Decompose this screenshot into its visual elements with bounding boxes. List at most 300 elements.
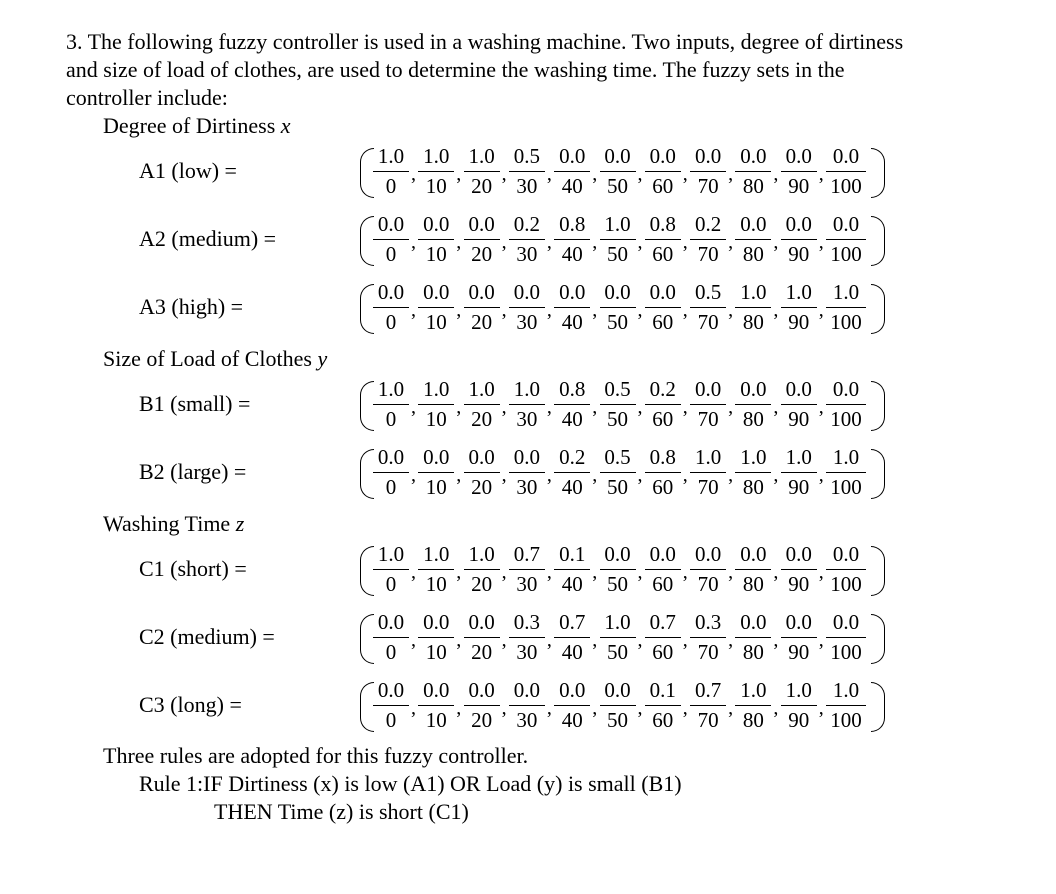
membership-degree: 1.0 — [740, 280, 767, 304]
fraction-bar — [645, 404, 681, 405]
membership-fraction — [372, 282, 410, 334]
separator-comma: , — [682, 163, 688, 185]
membership-degree: 0.8 — [649, 445, 676, 469]
universe-element: 50 — [607, 174, 628, 198]
membership-degree: 1.0 — [604, 610, 631, 634]
fraction-bar — [373, 171, 409, 172]
fraction-bar — [554, 307, 590, 308]
membership-degree: 0.0 — [377, 445, 405, 469]
membership-degree: 0.7 — [649, 610, 676, 634]
membership-fraction — [689, 612, 727, 664]
membership-fraction — [508, 612, 546, 664]
universe-element: 100 — [830, 708, 862, 732]
membership-fraction — [825, 544, 867, 596]
separator-comma: , — [592, 697, 598, 719]
fraction-bar — [373, 637, 409, 638]
separator-comma: , — [728, 629, 734, 651]
membership-fraction — [734, 544, 772, 596]
membership-fraction — [780, 146, 818, 198]
fraction-bar — [600, 171, 636, 172]
fraction-bar — [418, 307, 454, 308]
membership-degree: 0.0 — [740, 377, 767, 401]
fraction-bar — [464, 404, 500, 405]
universe-element: 0 — [385, 640, 397, 664]
membership-degree: 1.0 — [832, 678, 860, 702]
membership-degree: 1.0 — [832, 280, 860, 304]
membership-degree: 1.0 — [694, 445, 722, 469]
universe-element: 20 — [471, 640, 493, 664]
separator-comma: , — [456, 299, 462, 321]
separator-comma: , — [818, 464, 824, 486]
universe-element: 100 — [830, 242, 862, 266]
fraction-bar — [600, 705, 636, 706]
membership-degree: 0.0 — [785, 212, 812, 236]
membership-degree: 0.7 — [694, 678, 722, 702]
membership-fraction — [599, 447, 637, 499]
fuzzy-set-a1 — [360, 146, 885, 206]
fraction-bar — [373, 472, 409, 473]
universe-element: 20 — [471, 174, 493, 198]
separator-comma: , — [501, 231, 507, 253]
membership-fraction — [417, 214, 455, 266]
fraction-bar — [554, 472, 590, 473]
group-title-load: Size of Load of Clothes y — [103, 346, 328, 371]
membership-fraction — [463, 379, 501, 431]
membership-fraction — [417, 447, 455, 499]
fraction-bar — [509, 404, 545, 405]
fraction-bar — [600, 307, 636, 308]
separator-comma: , — [411, 697, 416, 719]
variable-z: z — [235, 511, 245, 536]
membership-fraction — [689, 544, 727, 596]
membership-fraction — [644, 379, 682, 431]
separator-comma: , — [728, 163, 734, 185]
universe-element: 0 — [385, 310, 397, 334]
universe-element: 10 — [425, 475, 447, 499]
universe-element: 90 — [788, 475, 810, 499]
fraction-bar — [690, 705, 726, 706]
membership-fraction — [372, 379, 410, 431]
fraction-bar — [554, 239, 590, 240]
universe-element: 40 — [561, 407, 583, 431]
universe-element: 100 — [830, 174, 862, 198]
fraction-bar — [781, 239, 817, 240]
separator-comma: , — [773, 163, 779, 185]
membership-degree: 0.0 — [377, 212, 405, 236]
right-bracket — [871, 216, 885, 266]
separator-comma: , — [411, 231, 416, 253]
universe-element: 10 — [425, 242, 447, 266]
universe-element: 70 — [697, 708, 719, 732]
universe-element: 40 — [561, 242, 583, 266]
separator-comma: , — [773, 629, 779, 651]
fraction-bar — [509, 239, 545, 240]
membership-degree: 0.0 — [423, 445, 450, 469]
membership-fraction — [372, 544, 410, 596]
membership-degree: 0.0 — [559, 280, 586, 304]
membership-fraction — [372, 612, 410, 664]
universe-element: 70 — [697, 640, 719, 664]
membership-degree: 0.0 — [785, 610, 812, 634]
separator-comma: , — [682, 396, 688, 418]
right-bracket — [871, 148, 885, 198]
universe-element: 60 — [652, 572, 674, 596]
membership-fraction — [780, 680, 818, 732]
membership-degree: 0.0 — [423, 280, 450, 304]
separator-comma: , — [411, 629, 416, 651]
membership-degree: 0.3 — [513, 610, 541, 634]
membership-fraction — [553, 146, 591, 198]
universe-element: 50 — [607, 407, 628, 431]
fraction-bar — [735, 472, 771, 473]
membership-fraction — [599, 680, 637, 732]
universe-element: 30 — [516, 174, 538, 198]
universe-element: 60 — [652, 640, 674, 664]
fraction-bar — [735, 569, 771, 570]
membership-degree: 1.0 — [740, 445, 767, 469]
separator-comma: , — [501, 163, 507, 185]
universe-element: 50 — [607, 310, 628, 334]
membership-degree: 0.0 — [468, 280, 495, 304]
separator-comma: , — [411, 299, 416, 321]
variable-x: x — [280, 113, 291, 138]
membership-fraction — [734, 146, 772, 198]
set-label-c1: C1 (short) = — [139, 556, 247, 581]
membership-fraction — [463, 612, 501, 664]
membership-degree: 0.3 — [694, 610, 722, 634]
membership-degree: 0.0 — [694, 144, 722, 168]
membership-fraction — [599, 146, 637, 198]
fraction-bar — [464, 637, 500, 638]
fraction-bar — [645, 472, 681, 473]
fuzzy-set-c2 — [360, 612, 885, 672]
separator-comma: , — [728, 396, 734, 418]
separator-comma: , — [592, 163, 598, 185]
membership-degree: 1.0 — [513, 377, 541, 401]
membership-degree: 0.0 — [832, 144, 860, 168]
fraction-bar — [418, 705, 454, 706]
membership-degree: 0.2 — [694, 212, 722, 236]
universe-element: 40 — [561, 475, 583, 499]
universe-element: 0 — [385, 242, 397, 266]
fraction-bar — [735, 171, 771, 172]
membership-degree: 0.0 — [468, 678, 495, 702]
fraction-bar — [781, 569, 817, 570]
fraction-bar — [373, 239, 409, 240]
universe-element: 90 — [788, 310, 810, 334]
fraction-bar — [418, 637, 454, 638]
separator-comma: , — [546, 629, 552, 651]
membership-fraction — [599, 214, 637, 266]
separator-comma: , — [592, 231, 598, 253]
separator-comma: , — [456, 697, 462, 719]
universe-element: 70 — [697, 475, 719, 499]
universe-element: 60 — [652, 475, 674, 499]
membership-fraction — [644, 612, 682, 664]
separator-comma: , — [456, 629, 462, 651]
membership-fraction — [780, 282, 818, 334]
separator-comma: , — [592, 561, 598, 583]
separator-comma: , — [818, 561, 824, 583]
membership-degree: 1.0 — [423, 144, 450, 168]
universe-element: 100 — [830, 310, 862, 334]
membership-fraction — [599, 379, 637, 431]
membership-fraction — [463, 214, 501, 266]
fraction-bar — [464, 307, 500, 308]
fraction-bar — [464, 569, 500, 570]
fraction-bar — [373, 705, 409, 706]
separator-comma: , — [818, 299, 824, 321]
fraction-bar — [826, 472, 866, 473]
fraction-bar — [690, 404, 726, 405]
fraction-bar — [735, 307, 771, 308]
separator-comma: , — [682, 697, 688, 719]
separator-comma: , — [637, 629, 643, 651]
universe-element: 10 — [425, 708, 447, 732]
fraction-bar — [645, 637, 681, 638]
membership-degree: 0.0 — [694, 377, 722, 401]
membership-degree: 0.0 — [785, 542, 812, 566]
membership-fraction — [553, 282, 591, 334]
universe-element: 0 — [385, 174, 397, 198]
fraction-bar — [690, 307, 726, 308]
fraction-bar — [690, 472, 726, 473]
universe-element: 60 — [652, 407, 674, 431]
membership-fraction — [372, 214, 410, 266]
fraction-bar — [600, 404, 636, 405]
membership-fraction — [644, 282, 682, 334]
membership-fraction — [508, 680, 546, 732]
fraction-bar — [509, 705, 545, 706]
separator-comma: , — [501, 697, 507, 719]
set-label-c2: C2 (medium) = — [139, 624, 275, 649]
membership-degree: 0.0 — [740, 610, 767, 634]
fraction-bar — [373, 307, 409, 308]
separator-comma: , — [637, 163, 643, 185]
separator-comma: , — [818, 697, 824, 719]
separator-comma: , — [637, 396, 643, 418]
universe-element: 50 — [607, 640, 628, 664]
universe-element: 60 — [652, 174, 674, 198]
separator-comma: , — [592, 396, 598, 418]
membership-fraction — [689, 282, 727, 334]
separator-comma: , — [501, 396, 507, 418]
universe-element: 50 — [607, 708, 628, 732]
membership-degree: 0.1 — [649, 678, 676, 702]
membership-degree: 0.0 — [785, 144, 812, 168]
universe-element: 10 — [425, 174, 447, 198]
universe-element: 90 — [788, 640, 810, 664]
universe-element: 50 — [607, 242, 628, 266]
fraction-bar — [826, 637, 866, 638]
fraction-bar — [600, 472, 636, 473]
universe-element: 0 — [385, 708, 397, 732]
membership-fraction — [508, 544, 546, 596]
membership-fraction — [734, 214, 772, 266]
rules-intro: Three rules are adopted for this fuzzy controller. — [103, 743, 529, 768]
intro-line-1: 3. The following fuzzy controller is used in a washing machine. Two inputs, degree of dirtiness — [66, 29, 904, 54]
fraction-bar — [690, 637, 726, 638]
fraction-bar — [735, 404, 771, 405]
universe-element: 20 — [471, 572, 493, 596]
right-bracket — [871, 449, 885, 499]
membership-degree: 1.0 — [377, 377, 405, 401]
separator-comma: , — [592, 629, 598, 651]
universe-element: 30 — [516, 242, 538, 266]
set-label-c3: C3 (long) = — [139, 692, 242, 717]
separator-comma: , — [546, 396, 552, 418]
membership-degree: 1.0 — [423, 377, 450, 401]
fraction-bar — [373, 404, 409, 405]
separator-comma: , — [456, 231, 462, 253]
universe-element: 30 — [516, 407, 538, 431]
universe-element: 40 — [561, 174, 583, 198]
fraction-bar — [690, 239, 726, 240]
separator-comma: , — [818, 163, 824, 185]
fraction-bar — [781, 637, 817, 638]
membership-degree: 0.0 — [740, 144, 767, 168]
separator-comma: , — [546, 163, 552, 185]
membership-degree: 1.0 — [785, 280, 812, 304]
membership-degree: 0.8 — [559, 212, 586, 236]
separator-comma: , — [682, 299, 688, 321]
right-bracket — [871, 381, 885, 431]
membership-degree: 0.0 — [377, 280, 405, 304]
membership-degree: 0.2 — [559, 445, 586, 469]
universe-element: 90 — [788, 407, 810, 431]
group-title-dirtiness: Degree of Dirtiness x — [103, 113, 291, 138]
universe-element: 30 — [516, 708, 538, 732]
universe-element: 30 — [516, 310, 538, 334]
separator-comma: , — [682, 629, 688, 651]
separator-comma: , — [592, 299, 598, 321]
fraction-bar — [418, 239, 454, 240]
fraction-bar — [600, 569, 636, 570]
separator-comma: , — [456, 396, 462, 418]
separator-comma: , — [773, 561, 779, 583]
universe-element: 100 — [830, 475, 862, 499]
separator-comma: , — [592, 464, 598, 486]
fuzzy-set-a2 — [360, 214, 885, 274]
fraction-bar — [464, 239, 500, 240]
membership-degree: 0.0 — [604, 542, 631, 566]
universe-element: 10 — [425, 572, 447, 596]
membership-fraction — [689, 214, 727, 266]
membership-fraction — [825, 612, 867, 664]
membership-fraction — [734, 379, 772, 431]
rule-1-then: THEN Time (z) is short (C1) — [214, 799, 469, 824]
membership-degree: 1.0 — [468, 542, 495, 566]
separator-comma: , — [682, 561, 688, 583]
universe-element: 20 — [471, 475, 493, 499]
membership-fraction — [553, 544, 591, 596]
membership-degree: 0.0 — [604, 144, 631, 168]
fraction-bar — [418, 404, 454, 405]
separator-comma: , — [818, 629, 824, 651]
group-title-time: Washing Time z — [103, 511, 245, 536]
separator-comma: , — [546, 231, 552, 253]
universe-element: 80 — [742, 640, 764, 664]
rule-1-if: Rule 1:IF Dirtiness (x) is low (A1) OR Load (y) is small (B1) — [139, 771, 682, 796]
universe-element: 30 — [516, 475, 538, 499]
separator-comma: , — [456, 561, 462, 583]
universe-element: 10 — [425, 640, 447, 664]
universe-element: 10 — [425, 407, 447, 431]
membership-fraction — [825, 379, 867, 431]
separator-comma: , — [411, 464, 416, 486]
fraction-bar — [735, 239, 771, 240]
separator-comma: , — [728, 464, 734, 486]
membership-degree: 1.0 — [785, 678, 812, 702]
universe-element: 10 — [425, 310, 447, 334]
fraction-bar — [645, 307, 681, 308]
membership-fraction — [689, 146, 727, 198]
membership-degree: 0.0 — [649, 144, 676, 168]
universe-element: 100 — [830, 640, 862, 664]
membership-degree: 0.0 — [694, 542, 722, 566]
universe-element: 30 — [516, 572, 538, 596]
membership-fraction — [825, 447, 867, 499]
fraction-bar — [464, 171, 500, 172]
membership-degree: 0.0 — [423, 610, 450, 634]
membership-degree: 0.0 — [832, 610, 860, 634]
membership-degree: 0.7 — [559, 610, 586, 634]
universe-element: 40 — [561, 310, 583, 334]
membership-fraction — [417, 379, 455, 431]
intro-line-2: and size of load of clothes, are used to determine the washing time. The fuzzy sets in the — [66, 57, 845, 82]
membership-degree: 0.0 — [513, 280, 541, 304]
fraction-bar — [781, 472, 817, 473]
membership-fraction — [734, 680, 772, 732]
membership-degree: 0.2 — [513, 212, 541, 236]
separator-comma: , — [501, 561, 507, 583]
fraction-bar — [464, 705, 500, 706]
universe-element: 70 — [697, 174, 719, 198]
fraction-bar — [464, 472, 500, 473]
fraction-bar — [645, 171, 681, 172]
variable-y: y — [317, 346, 328, 371]
fuzzy-set-b1 — [360, 379, 885, 439]
separator-comma: , — [773, 697, 779, 719]
set-label-a2: A2 (medium) = — [139, 226, 277, 251]
membership-degree: 1.0 — [468, 377, 495, 401]
fraction-bar — [373, 569, 409, 570]
universe-element: 80 — [742, 708, 764, 732]
separator-comma: , — [818, 231, 824, 253]
fraction-bar — [554, 637, 590, 638]
membership-fraction — [463, 282, 501, 334]
membership-fraction — [508, 379, 546, 431]
membership-degree: 0.0 — [377, 678, 405, 702]
set-label-a3: A3 (high) = — [139, 294, 244, 319]
membership-degree: 0.0 — [740, 212, 767, 236]
universe-element: 40 — [561, 708, 583, 732]
membership-degree: 0.0 — [468, 212, 495, 236]
membership-fraction — [780, 447, 818, 499]
fraction-bar — [735, 705, 771, 706]
separator-comma: , — [682, 464, 688, 486]
universe-element: 70 — [697, 310, 719, 334]
separator-comma: , — [728, 299, 734, 321]
membership-fraction — [825, 214, 867, 266]
fraction-bar — [554, 404, 590, 405]
separator-comma: , — [728, 697, 734, 719]
universe-element: 20 — [471, 310, 493, 334]
separator-comma: , — [411, 396, 416, 418]
universe-element: 100 — [830, 407, 862, 431]
fraction-bar — [418, 569, 454, 570]
universe-element: 80 — [742, 572, 764, 596]
